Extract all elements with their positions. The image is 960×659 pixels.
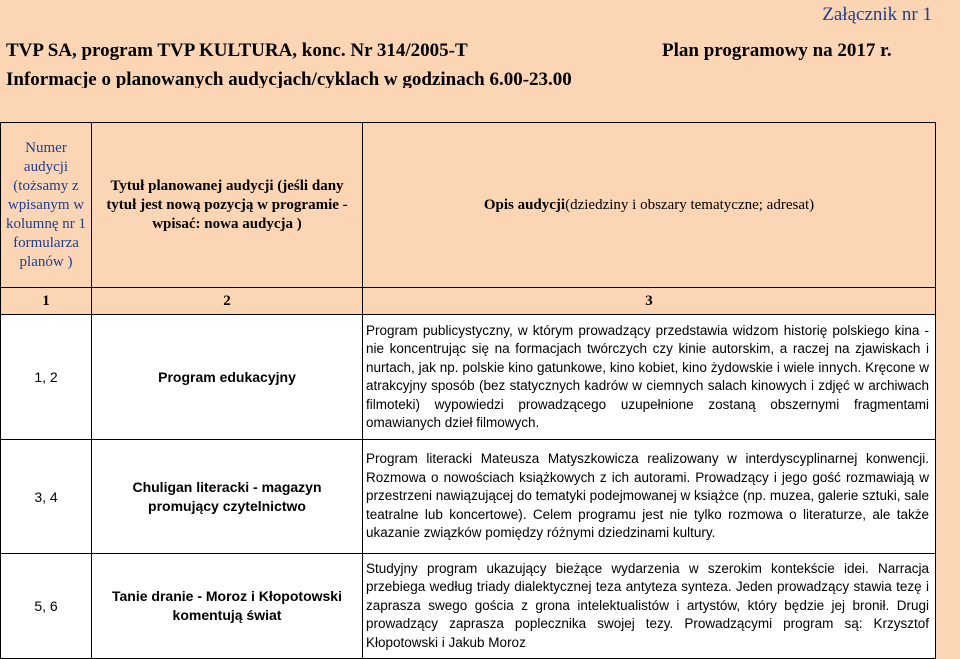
column-number-2: 2: [91, 287, 363, 315]
row-description: [362, 314, 936, 440]
row-number: 5, 6: [0, 553, 92, 659]
column-header-description-rest: (dziedziny i obszary tematyczne; adresat): [565, 196, 815, 213]
program-table: [0, 122, 936, 659]
info-title: Informacje o planowanych audycjach/cyklach w godzinach 6.00-23.00: [6, 70, 572, 88]
row-title: Chuligan literacki - magazyn promujący czytelnictwo: [91, 439, 363, 554]
attachment-label: Załącznik nr 1: [822, 4, 932, 25]
row-title: Program edukacyjny: [91, 314, 363, 440]
row-description: [362, 439, 936, 554]
row-number: 1, 2: [0, 314, 92, 440]
plan-title: Plan programowy na 2017 r.: [662, 40, 892, 61]
row-description-text: Program publicystyczny, w którym prowadzący przedstawia widzom historię polskiego kina - nie koncentrując się na formacjach twórczych czy kinie autorskim, a raczej na zjawiskach i nurtach, jak np. polskie kino gatunkowe, kino kobiet, kino żydowskie i wiele innych. Kręcone w atrakcyjny sposób (bez statycznych kadrów w ciemnych salach kinowych i zdjęć w archiwach filmoteki) wypowiedzi prowadzącego uzupełnione zostaną obszernymi fragmentami omawianych dzieł filmowych.: [366, 322, 929, 430]
column-header-description-bold: Opis audycji: [483, 196, 566, 213]
row-title: Tanie dranie - Moroz i Kłopotowski komentują świat: [91, 553, 363, 659]
column-header-description: [362, 122, 936, 288]
column-header-number: Numer audycji (tożsamy z wpisanym w kolumnę nr 1 formularza planów ): [0, 122, 92, 288]
row-number: 3, 4: [0, 439, 92, 554]
row-description-text: Studyjny program ukazujący bieżące wydarzenia w szerokim kontekście idei. Narracja przebiega według triady dialektycznej teza antyteza synteza. Jeden prowadzący stawia tezę i zaprasza swego gościa z grona intelektualistów i artystów, który będzie jej bronił. Drugi prowadzący zaprasza poplecznika swojej tezy. Prowadzącymi program są: Krzysztof Kłopotowski i Jakub Moroz: [366, 560, 929, 650]
column-header-title: Tytuł planowanej audycji (jeśli dany tytuł jest nową pozycją w programie - wpisać: nowa audycja ): [91, 122, 363, 288]
row-description: [362, 553, 936, 659]
broadcaster-title: TVP SA, program TVP KULTURA, konc. Nr 314/2005-T: [6, 40, 468, 61]
column-number-1: 1: [0, 287, 92, 315]
row-description-text: Program literacki Mateusza Matyszkowicza realizowany w interdyscyplinarnej konwencji. Rozmowa o nowościach książkowych z ich autorami. Prowadzący i jego gość rozmawiają w przestrzeni nawiązującej do tematyki podejmowanej w książce (np. muzea, galerie sztuki, sale teatralne lub koncertowe). Celem programu jest nie tylko rozmowa o literaturze, ale także ukazanie związków pomiędzy różnymi dziedzinami kultury.: [366, 451, 929, 541]
column-number-3: 3: [362, 287, 936, 315]
